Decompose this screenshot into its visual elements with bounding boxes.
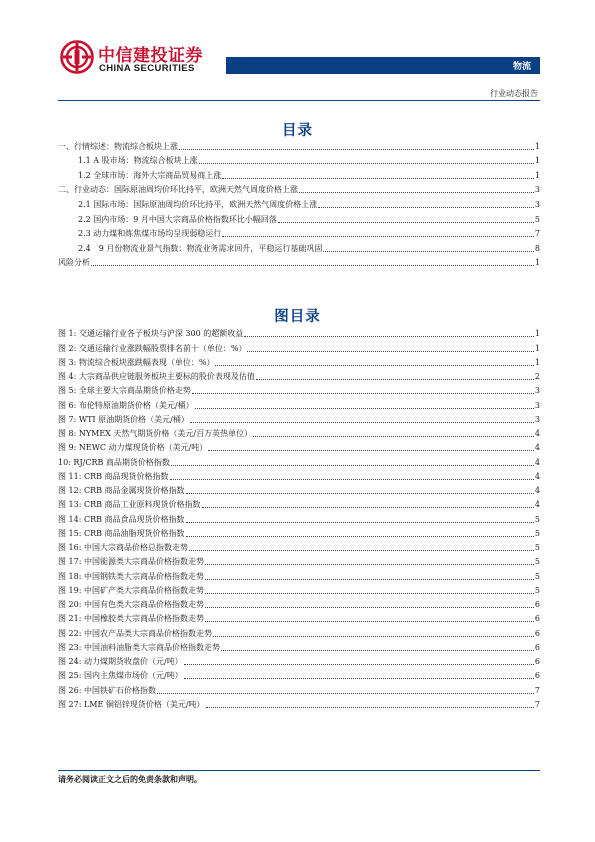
dot-leader	[179, 149, 534, 150]
entry-title: 图 5: 全球主要大宗商品期货价格走势	[58, 386, 191, 396]
page-number: 3	[534, 199, 540, 209]
entry-title: 图 15: CRB 商品油脂现货价格指数	[58, 528, 185, 538]
figure-entry[interactable]	[58, 425, 540, 439]
figure-entry[interactable]	[58, 396, 540, 410]
dot-leader	[206, 707, 534, 708]
figure-entry[interactable]	[58, 468, 540, 482]
toc-entry[interactable]	[58, 195, 540, 210]
dot-leader	[91, 265, 534, 266]
entry-title: 2.4 9 月份物流业景气指数：物流业务需求回升，平稳运行基础巩固	[78, 243, 323, 253]
header-divider	[58, 100, 540, 101]
entry-title: 图 9: NEWC 动力煤现货价格（美元/吨）	[58, 443, 208, 453]
entry-title: 2.2 国内市场：9 月中国大宗商品价格指数环比小幅回落	[78, 214, 277, 224]
dot-leader	[157, 693, 534, 694]
entry-title: 图 16: 中国大宗商品价格总指数走势	[58, 543, 188, 552]
entry-title: 图 19: 中国矿产类大宗商品价格指数走势	[58, 585, 204, 595]
entry-title: 图 11: CRB 商品现货价格指数	[58, 471, 169, 481]
dot-leader	[171, 465, 534, 466]
dot-leader	[256, 379, 534, 380]
entry-title: 图 13: CRB 商品工业原料现货价格指数	[58, 500, 201, 510]
dot-leader	[186, 536, 534, 537]
dot-leader	[253, 436, 534, 437]
page-number: 4	[534, 486, 540, 495]
page-number: 7	[534, 229, 540, 239]
figure-entry[interactable]	[58, 681, 540, 695]
entry-title: 风险分析	[58, 258, 90, 268]
figure-entry[interactable]	[58, 582, 540, 596]
figure-entry[interactable]	[58, 496, 540, 510]
dot-leader	[186, 493, 534, 494]
figure-entry[interactable]	[58, 610, 540, 624]
figure-list-title: 图目录	[274, 309, 321, 325]
entry-title: 图 22: 中国农产品类大宗商品价格指数走势	[58, 628, 212, 638]
dot-leader	[221, 650, 534, 651]
page-number: 6	[534, 657, 540, 666]
entry-title: 2.1 国际市场：国际原油周均价环比持平，欧洲天然气周度价格上涨	[78, 199, 318, 209]
industry-tag: 物流	[512, 62, 531, 72]
page-number: 4	[534, 471, 540, 481]
page-number: 1	[534, 357, 540, 367]
page-number: 6	[534, 642, 540, 652]
entry-title: 1.2 全球市场：海外大宗商品贸易商上涨	[78, 170, 222, 180]
entry-title: 1.1 A 股市场：物流综合板块上涨	[78, 156, 198, 166]
dot-leader	[186, 522, 534, 523]
dot-leader	[205, 579, 534, 580]
entry-title: 图 27: LME 铜铝锌现货价格（美元/吨）	[58, 699, 205, 709]
logo-english-name: CHINA SECURITIES	[99, 63, 195, 74]
dot-leader	[247, 351, 533, 352]
page-number: 5	[534, 571, 540, 581]
figure-entry[interactable]	[58, 567, 540, 581]
toc-entry[interactable]	[58, 239, 540, 254]
figure-entry[interactable]	[58, 553, 540, 567]
figure-entry[interactable]	[58, 510, 540, 524]
page-header	[0, 0, 595, 100]
page-number: 4	[534, 443, 540, 453]
page-number: 3	[534, 386, 540, 396]
page-number: 1	[534, 258, 540, 268]
entry-title: 图 24: 动力煤期货收盘价（元/吨）	[58, 657, 183, 666]
dot-leader	[222, 178, 534, 179]
page-number: 5	[534, 585, 540, 595]
dot-leader	[184, 678, 534, 679]
figure-entry[interactable]	[58, 525, 540, 539]
page-number: 5	[534, 514, 540, 524]
page-number: 1	[534, 329, 540, 339]
entry-title: 二、行业动态：国际原油周均价环比持平，欧洲天然气周度价格上涨	[58, 185, 298, 195]
page-number: 8	[534, 243, 540, 253]
dot-leader	[190, 422, 534, 423]
dot-leader	[170, 479, 534, 480]
figure-entry[interactable]	[58, 325, 540, 339]
figure-entry[interactable]	[58, 382, 540, 396]
entry-title: 图 20: 中国有色类大宗商品价格指数走势	[58, 600, 204, 609]
figure-entry[interactable]	[58, 667, 540, 681]
entry-title: 图 23: 中国油料油脂类大宗商品价格指数走势	[58, 642, 220, 652]
page-number: 1	[534, 170, 540, 180]
page-number: 6	[534, 600, 540, 609]
figure-entry[interactable]	[58, 339, 540, 353]
industry-banner	[226, 57, 540, 74]
page-number: 7	[534, 685, 540, 695]
dot-leader	[244, 336, 534, 337]
dot-leader	[205, 621, 534, 622]
entry-title: 图 25: 国内主焦煤市场价（元/吨）	[58, 671, 183, 681]
page-number: 4	[534, 429, 540, 438]
toc-entry[interactable]	[58, 225, 540, 240]
toc-entry[interactable]	[58, 166, 540, 181]
page-number: 5	[534, 543, 540, 552]
figure-entry[interactable]	[58, 439, 540, 453]
figure-entry[interactable]	[58, 639, 540, 653]
figure-entry[interactable]	[58, 453, 540, 467]
page-number: 5	[534, 557, 540, 567]
page-number: 5	[534, 214, 540, 224]
report-type-label: 行业动态报告	[490, 89, 538, 98]
entry-title: 图 17: 中国能源类大宗商品价格指数走势	[58, 557, 204, 567]
figure-entry[interactable]	[58, 624, 540, 638]
figure-entry[interactable]	[58, 411, 540, 425]
dot-leader	[318, 207, 534, 208]
dot-leader	[189, 550, 534, 551]
page-number: 1	[534, 343, 540, 353]
entry-title: 图 26: 中国铁矿石价格指数	[58, 685, 156, 695]
dot-leader	[205, 593, 534, 594]
dot-leader	[199, 163, 534, 164]
entry-title: 图 18: 中国钢铁类大宗商品价格指数走势	[58, 571, 204, 581]
figure-entry[interactable]	[58, 482, 540, 496]
page-number: 4	[534, 500, 540, 510]
dot-leader	[278, 222, 534, 223]
page-number: 3	[534, 185, 540, 195]
entry-title: 图 3: 物流综合板块涨跌幅表现（单位：%）	[58, 357, 215, 367]
dot-leader	[299, 192, 534, 193]
dot-leader	[202, 507, 534, 508]
figure-entry[interactable]	[58, 368, 540, 382]
page-number: 6	[534, 671, 540, 681]
toc-title: 目录	[282, 123, 313, 139]
figure-entry[interactable]	[58, 354, 540, 368]
toc-entry[interactable]	[58, 181, 540, 196]
page-number: 6	[534, 614, 540, 624]
toc-entry[interactable]	[58, 210, 540, 225]
entry-title: 2.3 动力煤和炼焦煤市场均呈现弱稳运行	[78, 229, 222, 239]
dot-leader	[205, 564, 534, 565]
entry-title: 图 14: CRB 商品食品现货价格指数	[58, 514, 185, 524]
entry-title: 图 12: CRB 商品金属现货价格指数	[58, 486, 185, 495]
page-number: 5	[534, 528, 540, 538]
dot-leader	[222, 236, 534, 237]
entry-title: 图 4: 大宗商品供应链服务板块主要标的股价表现及估值	[58, 372, 255, 381]
entry-title: 图 21: 中国橡胶类大宗商品价格指数走势	[58, 614, 204, 624]
page-number: 1	[534, 141, 540, 151]
figure-list	[58, 325, 540, 710]
figure-entry[interactable]	[58, 596, 540, 610]
page-number: 6	[534, 628, 540, 638]
page-number: 3	[534, 400, 540, 410]
toc-entry[interactable]	[58, 152, 540, 167]
entry-title: 一、行情综述：物流综合板块上涨	[58, 141, 178, 151]
page-number: 3	[534, 414, 540, 424]
figure-entry[interactable]	[58, 539, 540, 553]
entry-title: 图 7: WTI 原油期货价格（美元/桶）	[58, 414, 189, 424]
dot-leader	[195, 408, 534, 409]
entry-title: 图 2: 交通运输行业涨跌幅股票排名前十（单位：%）	[58, 343, 247, 353]
china-securities-logo-icon	[60, 40, 94, 74]
entry-title: 图 6: 布伦特原油期货价格（美元/桶）	[58, 400, 194, 410]
page-number: 2	[534, 372, 540, 381]
logo-chinese-name: 中信建投证券	[98, 46, 203, 66]
footer-divider	[58, 770, 540, 771]
disclaimer-note: 请务必阅读正文之后的免责条款和声明。	[58, 775, 202, 784]
dot-leader	[215, 365, 533, 366]
toc-entry[interactable]	[58, 137, 540, 152]
page-number: 4	[534, 457, 540, 467]
figure-entry[interactable]	[58, 653, 540, 667]
dot-leader	[213, 636, 534, 637]
page-number: 7	[534, 699, 540, 709]
entry-title: 10: RJ/CRB 商品期货价格指数	[58, 457, 170, 467]
entry-title: 图 8: NYMEX 天然气期货价格（美元/百万英热单位）	[58, 429, 253, 438]
figure-entry[interactable]	[58, 696, 540, 710]
toc-entry[interactable]	[58, 254, 540, 269]
table-of-contents	[58, 137, 540, 268]
entry-title: 图 1: 交通运输行业各子板块与沪深 300 的超额收益	[58, 329, 244, 339]
page-number: 1	[534, 156, 540, 166]
dot-leader	[208, 450, 534, 451]
dot-leader	[205, 607, 534, 608]
dot-leader	[323, 251, 534, 252]
dot-leader	[192, 393, 534, 394]
dot-leader	[184, 664, 534, 665]
